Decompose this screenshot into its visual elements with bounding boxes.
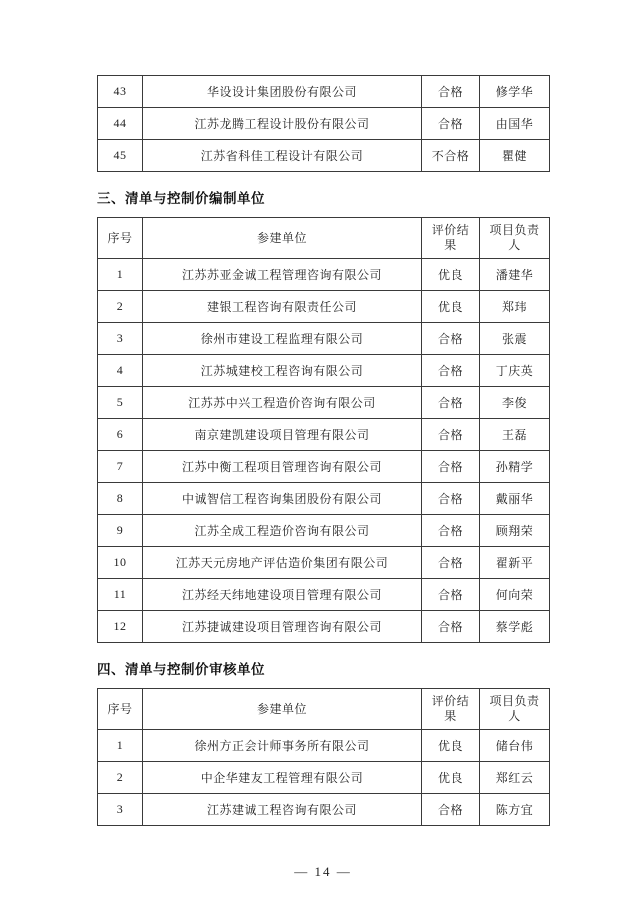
header-no: 序号	[98, 218, 143, 259]
table-reviewers	[97, 688, 550, 826]
cell-evaluation-result: 合格	[422, 483, 480, 515]
cell-project-leader: 修学华	[480, 76, 550, 108]
table-row	[98, 730, 550, 762]
cell-evaluation-result: 优良	[422, 762, 480, 794]
cell-evaluation-result: 合格	[422, 579, 480, 611]
cell-evaluation-result: 合格	[422, 355, 480, 387]
cell-serial-number: 4	[98, 355, 143, 387]
cell-serial-number: 9	[98, 515, 143, 547]
cell-company-name: 江苏捷诚建设项目管理咨询有限公司	[143, 611, 422, 643]
header-result: 评价结果	[422, 689, 480, 730]
cell-project-leader: 王磊	[480, 419, 550, 451]
cell-company-name: 建银工程咨询有限责任公司	[143, 291, 422, 323]
header-no: 序号	[98, 689, 143, 730]
cell-serial-number: 43	[98, 76, 143, 108]
page-content	[97, 75, 549, 880]
header-row	[98, 218, 550, 259]
cell-company-name: 徐州市建设工程监理有限公司	[143, 323, 422, 355]
cell-company-name: 江苏龙腾工程设计股份有限公司	[143, 108, 422, 140]
table-row	[98, 483, 550, 515]
cell-evaluation-result: 合格	[422, 451, 480, 483]
header-company: 参建单位	[143, 218, 422, 259]
cell-project-leader: 潘建华	[480, 259, 550, 291]
cell-serial-number: 45	[98, 140, 143, 172]
table-row	[98, 547, 550, 579]
section-3-heading: 三、清单与控制价编制单位	[97, 191, 265, 206]
table-reviewers-header	[98, 689, 550, 730]
cell-project-leader: 顾翔荣	[480, 515, 550, 547]
cell-company-name: 江苏全成工程造价咨询有限公司	[143, 515, 422, 547]
cell-serial-number: 2	[98, 291, 143, 323]
table-row	[98, 794, 550, 826]
table-row	[98, 515, 550, 547]
cell-serial-number: 1	[98, 259, 143, 291]
cell-company-name: 江苏中衡工程项目管理咨询有限公司	[143, 451, 422, 483]
table-compilers-body	[98, 259, 550, 643]
cell-project-leader: 郑红云	[480, 762, 550, 794]
table-continuation	[97, 75, 550, 172]
section-4-heading: 四、清单与控制价审核单位	[97, 662, 265, 677]
cell-company-name: 中诚智信工程咨询集团股份有限公司	[143, 483, 422, 515]
cell-project-leader: 孙精学	[480, 451, 550, 483]
cell-company-name: 江苏经天纬地建设项目管理有限公司	[143, 579, 422, 611]
table-row	[98, 387, 550, 419]
cell-company-name: 江苏建诚工程咨询有限公司	[143, 794, 422, 826]
cell-company-name: 江苏苏中兴工程造价咨询有限公司	[143, 387, 422, 419]
table-row	[98, 611, 550, 643]
cell-company-name: 华设设计集团股份有限公司	[143, 76, 422, 108]
cell-evaluation-result: 合格	[422, 323, 480, 355]
cell-project-leader: 郑玮	[480, 291, 550, 323]
cell-evaluation-result: 合格	[422, 794, 480, 826]
cell-serial-number: 1	[98, 730, 143, 762]
cell-evaluation-result: 合格	[422, 108, 480, 140]
cell-company-name: 江苏苏亚金诚工程管理咨询有限公司	[143, 259, 422, 291]
cell-evaluation-result: 合格	[422, 76, 480, 108]
cell-serial-number: 5	[98, 387, 143, 419]
cell-evaluation-result: 优良	[422, 259, 480, 291]
cell-project-leader: 戴丽华	[480, 483, 550, 515]
cell-company-name: 徐州方正会计师事务所有限公司	[143, 730, 422, 762]
table-row	[98, 419, 550, 451]
cell-serial-number: 7	[98, 451, 143, 483]
table-row	[98, 291, 550, 323]
header-person: 项目负责人	[480, 689, 550, 730]
table-row	[98, 451, 550, 483]
cell-project-leader: 陈方宜	[480, 794, 550, 826]
table-continuation-body	[98, 76, 550, 172]
cell-project-leader: 由国华	[480, 108, 550, 140]
cell-project-leader: 李俊	[480, 387, 550, 419]
table-row	[98, 579, 550, 611]
cell-evaluation-result: 优良	[422, 730, 480, 762]
header-row	[98, 689, 550, 730]
cell-serial-number: 3	[98, 794, 143, 826]
cell-serial-number: 6	[98, 419, 143, 451]
cell-project-leader: 瞿健	[480, 140, 550, 172]
header-result: 评价结果	[422, 218, 480, 259]
top-margin	[0, 0, 636, 75]
cell-evaluation-result: 合格	[422, 515, 480, 547]
cell-evaluation-result: 不合格	[422, 140, 480, 172]
cell-serial-number: 12	[98, 611, 143, 643]
cell-evaluation-result: 优良	[422, 291, 480, 323]
table-reviewers-body	[98, 730, 550, 826]
cell-evaluation-result: 合格	[422, 419, 480, 451]
table-row	[98, 762, 550, 794]
cell-evaluation-result: 合格	[422, 387, 480, 419]
cell-project-leader: 储台伟	[480, 730, 550, 762]
table-row	[98, 355, 550, 387]
cell-serial-number: 10	[98, 547, 143, 579]
table-compilers	[97, 217, 550, 643]
cell-evaluation-result: 合格	[422, 547, 480, 579]
page-number: — 14 —	[294, 864, 352, 879]
cell-serial-number: 11	[98, 579, 143, 611]
table-row	[98, 259, 550, 291]
cell-company-name: 南京建凯建设项目管理有限公司	[143, 419, 422, 451]
cell-project-leader: 丁庆英	[480, 355, 550, 387]
cell-company-name: 江苏城建校工程咨询有限公司	[143, 355, 422, 387]
cell-evaluation-result: 合格	[422, 611, 480, 643]
cell-serial-number: 3	[98, 323, 143, 355]
header-person: 项目负责人	[480, 218, 550, 259]
cell-company-name: 江苏天元房地产评估造价集团有限公司	[143, 547, 422, 579]
table-row	[98, 108, 550, 140]
cell-project-leader: 翟新平	[480, 547, 550, 579]
cell-company-name: 江苏省科佳工程设计有限公司	[143, 140, 422, 172]
table-row	[98, 140, 550, 172]
cell-serial-number: 2	[98, 762, 143, 794]
cell-project-leader: 何向荣	[480, 579, 550, 611]
header-company: 参建单位	[143, 689, 422, 730]
table-compilers-header	[98, 218, 550, 259]
cell-project-leader: 蔡学彪	[480, 611, 550, 643]
cell-serial-number: 44	[98, 108, 143, 140]
table-row	[98, 76, 550, 108]
cell-serial-number: 8	[98, 483, 143, 515]
cell-company-name: 中企华建友工程管理有限公司	[143, 762, 422, 794]
cell-project-leader: 张震	[480, 323, 550, 355]
table-row	[98, 323, 550, 355]
